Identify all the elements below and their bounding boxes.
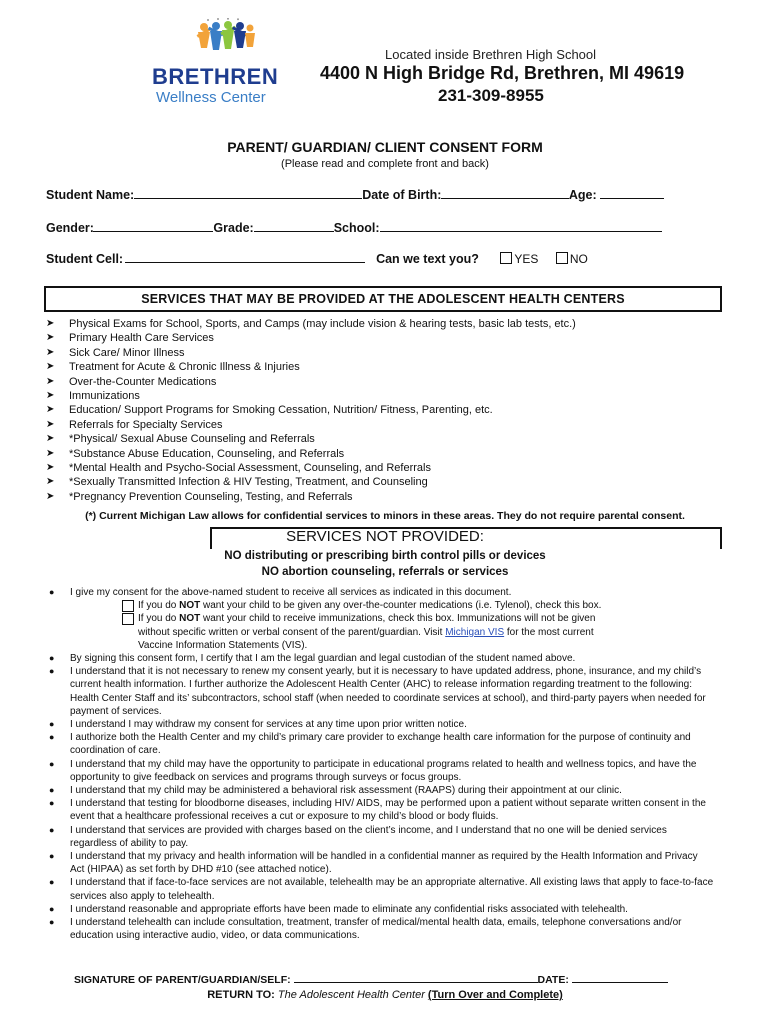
not-provided-line-2: NO abortion counseling, referrals or services	[261, 566, 509, 578]
list-item: ● I understand I may withdraw my consent for services at any time upon prior written notice.	[49, 719, 467, 731]
list-item: ➤ Education/ Support Programs for Smoking Cessation, Nutrition/ Fitness, Parenting, etc.	[46, 404, 493, 417]
yes-checkbox[interactable]	[500, 252, 512, 264]
list-item: ● I understand that my privacy and health information will be handled in a confidential manner as required by the Health Information and Privacy Act (HIPAA) as set forth by DHD #10 (see attached notice).	[49, 851, 698, 876]
list-item: ● I understand that my child may have the opportunity to participate in educational programs related to health and wellness topics, and have the opportunity to give feedback on services and programs through surveys or focus groups.	[49, 758, 697, 783]
list-item: ➤ Primary Health Care Services	[46, 332, 214, 345]
bullet-icon: ●	[49, 587, 55, 597]
school-label: School:	[333, 221, 380, 235]
services-header-box	[44, 286, 722, 312]
logo-wordmark: BRETHREN	[152, 64, 279, 89]
arrow-bullet-icon: ➤	[46, 318, 55, 329]
signature-label: SIGNATURE OF PARENT/GUARDIAN/SELF:	[74, 974, 291, 986]
bullet-icon: ●	[49, 732, 55, 743]
not-provided-line-1: NO distributing or prescribing birth control pills or devices	[224, 550, 546, 562]
consent-list	[46, 586, 714, 942]
arrow-bullet-icon: ➤	[46, 462, 55, 474]
arrow-bullet-icon: ➤	[46, 476, 55, 488]
date-field[interactable]	[572, 970, 668, 983]
no-label: NO	[569, 252, 588, 266]
list-item: ➤ Referrals for Specialty Services	[46, 418, 223, 431]
form-subtitle: (Please read and complete front and back)	[281, 158, 489, 170]
list-item: ● I authorize both the Health Center and my child’s primary care provider to exchange health care information for the purpose of continuity and coordination of care.	[49, 732, 691, 757]
arrow-bullet-icon: ➤	[46, 346, 55, 358]
arrow-bullet-icon: ➤	[46, 418, 55, 430]
bullet-icon: ●	[49, 719, 55, 730]
location-line: Located inside Brethren High School	[385, 47, 597, 62]
return-label: RETURN TO:	[207, 989, 275, 1001]
form-title: PARENT/ GUARDIAN/ CLIENT CONSENT FORM	[227, 139, 543, 155]
age-field[interactable]	[600, 186, 664, 199]
services-list	[46, 317, 576, 504]
field-row-cell	[46, 250, 588, 266]
services-title: SERVICES THAT MAY BE PROVIDED AT THE ADOLESCENT HEALTH CENTERS	[141, 292, 625, 306]
list-item: ● I understand that it is not necessary to renew my consent yearly, but it is necessary to have updated address, phone, insurance, and my child’s current health information. I further authorize the Adolescent Health Center (AHC) to release information regarding treatment to the following: Health Center Staff and its’ subcontractors, school staff (when needed to coordinate services at school), and third-party payers when needed for payment of services.	[49, 666, 706, 717]
not-provided-title: SERVICES NOT PROVIDED:	[286, 528, 484, 545]
list-item: ➤ *Pregnancy Prevention Counseling, Testing, and Referrals	[46, 490, 353, 503]
no-checkbox[interactable]	[556, 252, 568, 264]
dob-field[interactable]	[441, 186, 569, 199]
list-item: ● I understand that services are provided with charges based on the client’s income, and I understand that no one will be denied services regardless of ability to pay.	[49, 824, 667, 849]
cell-label: Student Cell:	[46, 252, 124, 266]
grade-label: Grade:	[213, 221, 254, 235]
student-name-field[interactable]	[134, 186, 362, 199]
age-label: Age:	[568, 188, 597, 202]
list-item: ➤ Treatment for Acute & Chronic Illness & Injuries	[46, 361, 300, 374]
list-item: ➤ Physical Exams for School, Sports, and Camps (may include vision & hearing tests, basic lab tests, etc.)	[46, 318, 576, 330]
arrow-bullet-icon: ➤	[46, 361, 55, 373]
bullet-icon: ●	[49, 798, 55, 809]
grade-field[interactable]	[254, 219, 334, 232]
list-item: ➤ *Mental Health and Psycho-Social Assessment, Counseling, and Referrals	[46, 462, 431, 475]
bullet-icon: ●	[49, 877, 55, 888]
text-question: Can we text you?	[376, 252, 479, 266]
bullet-icon: ●	[49, 851, 55, 862]
arrow-bullet-icon: ➤	[46, 433, 55, 445]
list-item: ➤ *Physical/ Sexual Abuse Counseling and Referrals	[46, 433, 315, 446]
list-item: ● I understand telehealth can include consultation, treatment, transfer of medical/mental health data, emails, telephone conversations and/or education using interactive audio, video, or data communications.	[49, 917, 682, 942]
immunization-note: without specific written or verbal consent of the parent/guardian. Visit Michigan VIS for the most current	[138, 626, 594, 638]
list-item: ● I understand that testing for bloodborne diseases, including HIV/ AIDS, may be performed upon a patient without separate written consent in the event that a healthcare professional receives a cut or exposure to my child’s blood or body fluids.	[49, 798, 706, 823]
cell-field[interactable]	[125, 250, 365, 263]
otc-optout-checkbox[interactable]	[122, 600, 134, 612]
yes-label: YES	[514, 252, 539, 266]
list-item: ➤ *Substance Abuse Education, Counseling, and Referrals	[46, 447, 345, 460]
field-row-gender	[46, 219, 662, 235]
bullet-icon: ●	[49, 903, 55, 914]
school-field[interactable]	[380, 219, 662, 232]
list-item: ● I understand reasonable and appropriate efforts have been made to eliminate any confidential risks associated with telehealth.	[49, 903, 628, 915]
immunization-optout-row: If you do NOT want your child to receive immunizations, check this box. Immunizations will not be given	[70, 612, 714, 625]
bullet-icon: ●	[49, 824, 55, 835]
return-action: (Turn Over and Complete)	[427, 989, 563, 1001]
logo-figures-icon	[196, 18, 256, 62]
list-item: ➤ *Sexually Transmitted Infection & HIV Testing, Treatment, and Counseling	[46, 476, 428, 489]
immunization-note-2: Vaccine Information Statements (VIS).	[138, 639, 308, 651]
date-label: DATE:	[537, 974, 569, 986]
list-item: ● By signing this consent form, I certify that I am the legal guardian and legal custodian of the student named above.	[49, 653, 576, 665]
bullet-icon: ●	[49, 917, 55, 928]
signature-field[interactable]	[294, 970, 538, 983]
gender-label: Gender:	[46, 221, 94, 235]
bullet-icon: ●	[49, 785, 55, 796]
field-row-name	[46, 186, 664, 202]
arrow-bullet-icon: ➤	[46, 404, 55, 416]
signature-row	[74, 970, 668, 986]
list-item: ➤ Over-the-Counter Medications	[46, 375, 217, 388]
bullet-icon: ●	[49, 758, 55, 769]
arrow-bullet-icon: ➤	[46, 390, 55, 402]
list-item: ● I give my consent for the above-named student to receive all services as indicated in this document. If you do NOT want your child to be given any over-the-counter medications (i.e. Tylenol), check this box. If you do NOT want your child to receive immunizations, check this box. Immunizations will not be given without specific written or verbal consent of the parent/guardian. Visit Michigan VIS for the most current Vaccine Information Statements (VIS).	[46, 586, 714, 652]
confidentiality-note: (*) Current Michigan Law allows for confidential services to minors in these areas. They do not require parental consent.	[85, 510, 685, 522]
list-item: ● I understand that if face-to-face services are not available, telehealth may be an appropriate alternative. All existing laws that apply to face-to-face services also apply to telehealth.	[49, 877, 714, 902]
list-item: ➤ Sick Care/ Minor Illness	[46, 346, 185, 359]
michigan-vis-link[interactable]: Michigan VIS	[445, 626, 505, 638]
arrow-bullet-icon: ➤	[46, 447, 55, 459]
immunization-optout-checkbox[interactable]	[122, 613, 134, 625]
return-destination: The Adolescent Health Center	[277, 989, 425, 1001]
return-row	[0, 989, 770, 1001]
list-item: ➤ Immunizations	[46, 390, 140, 403]
otc-optout-row: If you do NOT want your child to be given any over-the-counter medications (i.e. Tylenol), check this box.	[70, 599, 714, 612]
address-line: 4400 N High Bridge Rd, Brethren, MI 49619	[320, 63, 685, 83]
dob-label: Date of Birth:	[362, 188, 442, 202]
student-name-label: Student Name:	[46, 188, 135, 202]
bullet-icon: ●	[49, 653, 55, 664]
gender-field[interactable]	[93, 219, 213, 232]
arrow-bullet-icon: ➤	[46, 490, 55, 502]
arrow-bullet-icon: ➤	[46, 375, 55, 387]
phone-line: 231-309-8955	[438, 86, 544, 105]
list-item: ● I understand that my child may be administered a behavioral risk assessment (RAAPS) during their appointment at our clinic.	[49, 785, 622, 797]
bullet-icon: ●	[49, 666, 55, 677]
arrow-bullet-icon: ➤	[46, 332, 55, 344]
logo-subtitle: Wellness Center	[156, 89, 266, 106]
